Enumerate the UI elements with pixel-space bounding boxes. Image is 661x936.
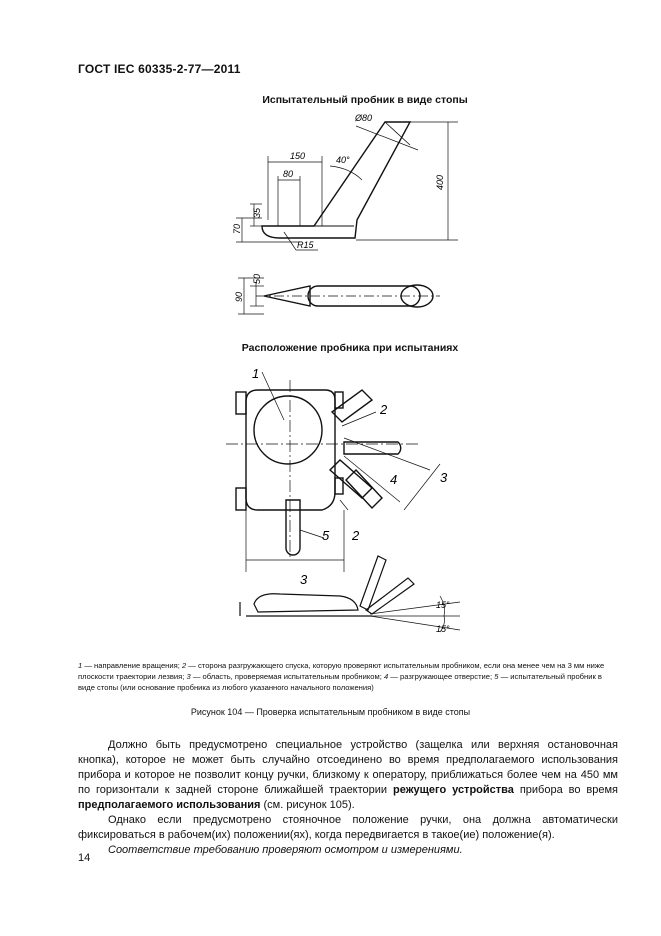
- dim-400: 400: [435, 174, 445, 190]
- legend-text-3: — область, проверяемая испытательным пробником;: [190, 672, 384, 681]
- legend-num-1: 1: [78, 661, 83, 670]
- dim-150: 150: [290, 151, 306, 161]
- p1-term-intended-use: предполагаемого использования: [78, 799, 261, 811]
- label-5: 5: [322, 528, 330, 543]
- legend-text-5: — испытательный пробник в виде стопы (или основание пробника из любого указанного начального положения): [78, 672, 602, 692]
- angle-15-top: 15°: [436, 600, 450, 610]
- legend-text-1: — направление вращения;: [82, 661, 182, 670]
- legend-num-3: 3: [186, 672, 191, 681]
- paragraph-2: Однако если предусмотрено стояночное положение ручки, она должна автоматически фиксироваться в рабочем(их) положении(ях), когда передвигается в такое(ие) положение(я).: [78, 814, 618, 841]
- figure-top-title: Испытательный пробник в виде стопы: [262, 94, 468, 106]
- p1-text-e: (см. рисунок 105).: [260, 799, 355, 811]
- dim-90: 90: [234, 291, 244, 302]
- dim-70: 70: [232, 223, 242, 234]
- legend-text-4: — разгружающее отверстие;: [388, 672, 495, 681]
- p1-text-c: прибора во время: [513, 784, 618, 796]
- angle-15-bottom: 15°: [436, 624, 450, 634]
- label-2-top: 2: [380, 402, 388, 417]
- dim-r15: R15: [297, 240, 314, 250]
- p1-term-cutting-device: режущего устройства: [393, 784, 514, 796]
- label-3-right: 3: [440, 470, 448, 485]
- label-1: 1: [252, 366, 260, 381]
- dim-50: 50: [252, 273, 262, 284]
- probe-test-arrangement-drawing: [0, 360, 661, 660]
- paragraph-1: [78, 738, 618, 813]
- page-number: 14: [78, 852, 91, 864]
- legend-num-2: 2: [181, 661, 187, 670]
- dim-80: 80: [283, 169, 294, 179]
- legend-num-4: 4: [383, 672, 389, 681]
- p1-text-a: Должно быть предусмотрено специальное устройство (защелка или верхняя остановочная кнопка), которое не может быть случайно отсоединено во время предполагаемого использования прибора и которое не позволит концу ручки, близкому к оператору, приближаться более чем на 450 мм по горизонтали к задней стороне ближайшей траектории: [78, 739, 618, 796]
- document-header: ГОСТ IEC 60335-2-77—2011: [78, 62, 241, 76]
- legend-text-2: — сторона разгружающего спуска, которую проверяют испытательным пробником, если она менее чем на 3 мм ниже плоскости траектории лезвия;: [78, 661, 605, 681]
- figure-caption: Рисунок 104 — Проверка испытательным пробником в виде стопы: [190, 707, 471, 717]
- figure-legend: [78, 660, 618, 693]
- probe-side-view-drawing: [0, 0, 661, 340]
- dim-d80: Ø80: [355, 113, 373, 123]
- dim-40deg: 40°: [336, 155, 350, 165]
- label-4: 4: [390, 472, 398, 487]
- legend-num-5: 5: [494, 672, 499, 681]
- figure-bottom-title: Расположение пробника при испытаниях: [241, 342, 459, 354]
- label-2-bottom: 2: [352, 528, 360, 543]
- body-text: [78, 738, 618, 858]
- dim-35: 35: [252, 207, 262, 218]
- paragraph-3: Соответствие требованию проверяют осмотром и измерениями.: [108, 844, 463, 856]
- label-3-bottom: 3: [300, 572, 308, 587]
